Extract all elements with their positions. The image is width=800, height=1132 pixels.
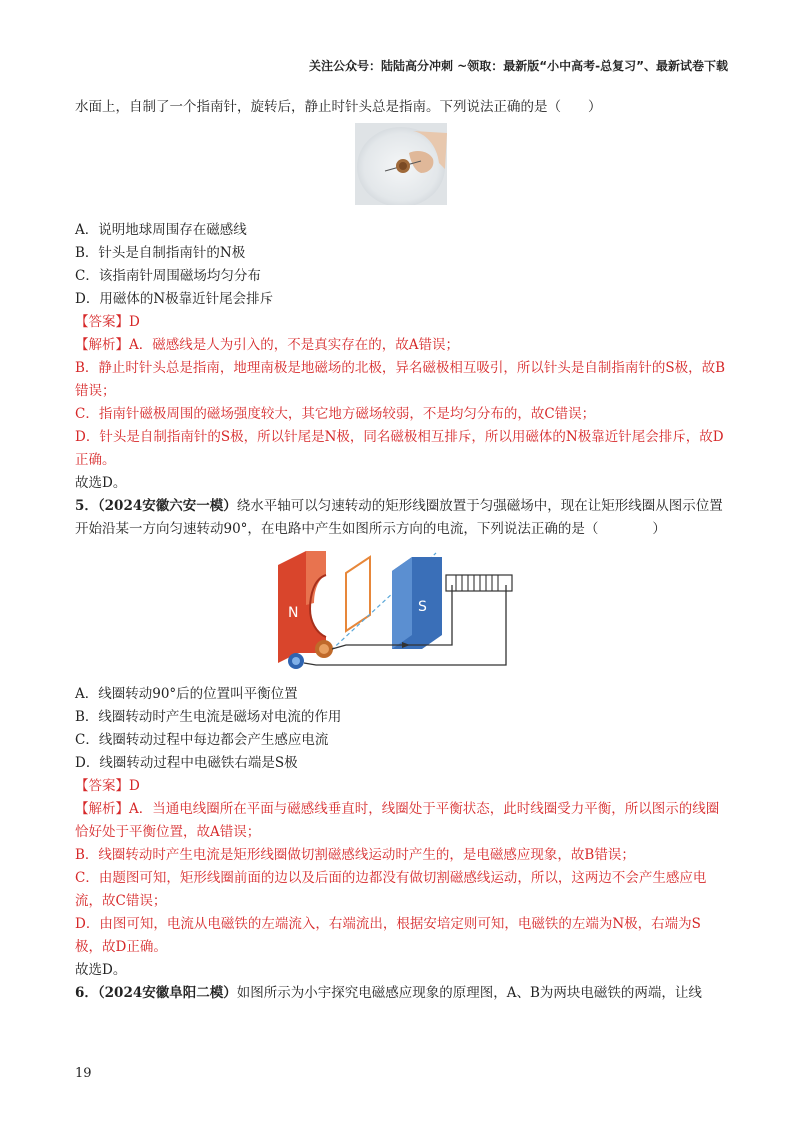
q5-analysis-b: B．线圈转动时产生电流是矩形线圈做切割磁感线运动时产生的，是电磁感应现象，故B错误； <box>75 847 635 863</box>
s-pole-label: S <box>418 599 427 615</box>
compass-needle-photo <box>355 123 447 205</box>
q4-option-b: B．针头是自制指南针的N极 <box>75 245 246 261</box>
q5-figure <box>75 545 727 677</box>
answer-value: D <box>129 314 140 330</box>
q5-stem-text: 绕水平轴可以匀速转动的矩形线圈放置于匀强磁场中，现在让矩形线圈从图示位置开始沿某一方向匀速转动90°，在电路中产生如图所示方向的电流，下列说法正确的是（ ） <box>75 498 723 537</box>
q5-option-b: B．线圈转动时产生电流是磁场对电流的作用 <box>75 709 342 725</box>
q6-number: 6． <box>75 985 98 1001</box>
answer-tag: 【答案】 <box>75 314 129 330</box>
q5-analysis <box>75 798 727 959</box>
q5-analysis-a: 【解析】A．当通电线圈所在平面与磁感线垂直时，线圈处于平衡状态，此时线圈受力平衡，所以图示的线圈恰好处于平衡位置，故A错误； <box>75 801 720 840</box>
q5-options <box>75 683 727 775</box>
q4-conclusion: 故选D。 <box>75 475 127 491</box>
q6-stem <box>75 982 727 1005</box>
q5-conclusion: 故选D。 <box>75 962 127 978</box>
q4-analysis <box>75 334 727 472</box>
q6-source: （2024安徽阜阳二模） <box>97 985 237 1001</box>
q4-option-d: D．用磁体的N极靠近针尾会排斥 <box>75 291 274 307</box>
q5-analysis-d: D．由图可知，电流从电磁铁的左端流入，右端流出，根据安培定则可知，电磁铁的左端为N极，右端为S极，故D正确。 <box>75 916 701 955</box>
q5-option-a: A．线圈转动90°后的位置叫平衡位置 <box>75 686 298 702</box>
q4-options <box>75 219 727 311</box>
q5-option-d: D．线圈转动过程中电磁铁右端是S极 <box>75 755 298 771</box>
q4-analysis-d: D．针头是自制指南针的S极，所以针尾是N极，同名磁极相互排斥，所以用磁体的N极靠近针尾会排斥，故D正确。 <box>75 429 724 468</box>
page-number: 19 <box>75 1066 92 1081</box>
q5-source: （2024安徽六安一模） <box>97 498 237 514</box>
q5-option-c: C．线圈转动过程中每边都会产生感应电流 <box>75 732 329 748</box>
n-pole-label: N <box>288 605 299 621</box>
q5-number: 5． <box>75 498 98 514</box>
q6-stem-text: 如图所示为小宇探究电磁感应现象的原理图，A、B为两块电磁铁的两端，让线 <box>236 985 702 1001</box>
q5-stem <box>75 495 727 541</box>
generator-diagram <box>266 545 536 669</box>
q5-analysis-c: C．由题图可知，矩形线圈前面的边以及后面的边都没有做切割磁感线运动，所以，这两边不会产生感应电流，故C错误； <box>75 870 707 909</box>
q4-figure <box>75 123 727 213</box>
q4-analysis-b: B．静止时针头总是指南，地理南极是地磁场的北极，异名磁极相互吸引，所以针头是自制指南针的S极，故B错误； <box>75 360 726 399</box>
q4-analysis-a: 【解析】A．磁感线是人为引入的，不是真实存在的，故A错误； <box>75 337 459 353</box>
q4-analysis-c: C．指南针磁极周围的磁场强度较大，其它地方磁场较弱，不是均匀分布的，故C错误； <box>75 406 596 422</box>
page-header: 关注公众号：陆陆高分冲刺 ~领取：最新版“小中高考-总复习”、最新试卷下载 <box>309 59 728 73</box>
q4-intro: 水面上，自制了一个指南针，旋转后，静止时针头总是指南。下列说法正确的是（ ） <box>75 99 602 115</box>
q4-option-a: A．说明地球周围存在磁感线 <box>75 222 247 238</box>
q4-option-c: C．该指南针周围磁场均匀分布 <box>75 268 261 284</box>
document-body <box>75 96 727 1005</box>
q4-answer <box>75 311 727 334</box>
analysis-tag: 【解析】 <box>75 337 129 353</box>
q5-answer <box>75 775 727 798</box>
answer-tag: 【答案】 <box>75 778 129 794</box>
answer-value: D <box>129 778 140 794</box>
analysis-tag: 【解析】 <box>75 801 129 817</box>
